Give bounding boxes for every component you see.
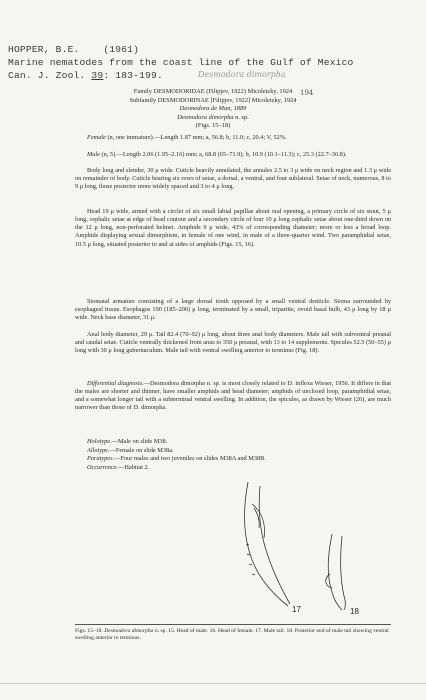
paragraph-female [75,134,391,142]
figure-18-tail-inner [341,536,346,610]
caption-lead: Figs. 15–18. [75,628,105,634]
citation-author: HOPPER, B.E. [8,44,80,55]
figure-caption [75,628,391,642]
text-paratypes: —Four males and two juveniles on slides M38A and M38B. [114,455,266,462]
text-female: (n, one immature).—Length 1.87 mm; a, 56.8; b, 11.0; c, 20.4; V, 52%. [105,134,287,141]
genus-heading: Desmodora de Man, 1889 [179,105,247,112]
figure-18-tail-outline [328,534,342,610]
page-number-mark: 194 [300,89,314,97]
text-allotype: —Female on slide M38a. [109,446,174,454]
caption-divider [75,624,391,625]
citation-year: (1961) [103,44,140,55]
figures-ref: (Figs. 15–18) [195,122,231,129]
figure-label-17: 17 [292,605,301,614]
text-diagnosis: —Desmodora dimorpha n. sp. is most closely related to D. inflexa Wieser, 1956. It differs in that the males are shorter and thinner, have smaller amphids and head diameter, amphids of unclosed loop, paramphidial setae, and a somewhat longer tail with a subterminal ventral swelling. In addition, the spicules, as drawn by Wieser (26), are much narrower than those of D. dimorpha. [75,380,391,412]
paragraph-holotype [75,438,391,446]
paragraph-body: Body long and slender, 30 μ wide. Cuticle heavily annulated, the annules 2.5 to 3 μ wide on neck region and 1.3 μ wide on remainder of body. Cuticle bearing six rows of setae, a dorsal, a ventral, and four sublateral. Setae of neck, numerous, 8 to 9 μ long, those posterior more widely spaced and 3 to 4 μ long. [75,167,391,191]
paragraph-anal: Anal body diameter, 29 μ. Tail 82.4 (70–92) μ long, about three anal body diameters. Male tail with subventral preanal and caudal setae. Cuticle ventrally thickened from anus to 350 μ preanal, with 13 to 14 supplements. Spicules 52.5 (50–55) μ long with 30 μ long gubernaculum. Male tail with ventral swelling anterior to terminus (Fig. 18). [75,331,391,355]
figure-label-18: 18 [350,607,359,614]
label-female: Female [87,134,106,141]
paragraph-stomatal: Stomatal armature consisting of a large dorsal tooth opposed by a small ventral denticle. Stoma surrounded by esophageal tissue. Esophagus 190 (185–200) μ long, terminated by a small, tripartite, ovoid basal bulb, 43 μ long by 18 μ wide. Neck base diameter, 31 μ. [75,298,391,322]
species-name: Desmodora dimorpha [177,113,234,121]
citation-journal: Can. J. Zool. [8,70,86,81]
page-bottom-edge [0,683,426,684]
caption-species: Desmodora dimorpha [104,628,154,634]
citation-title: Marine nematodes from the coast line of the Gulf of Mexico [8,57,354,68]
citation-journal-line [8,70,163,81]
paragraph-occurrence [75,464,391,472]
figure-17-tail-inner [259,486,290,604]
text-male: (n, 5).—Length 2.06 (1.95–2.16) mm; a, 68.8 (65–71.9); b, 10.9 (10.1–11.3); c, 25.3 (22.7–30.8). [99,150,347,158]
paragraph-head: Head 19 μ wide, armed with a circlet of six small labial papillae about oral opening, a primary circle of six stout, 5 μ long, cephalic setae at edge of head contour and a secondary circle of four 10 μ long cephalic setae about one-third down on the 12 μ long, non-perforated helmet. Amphids 9 μ wide, 43% of corresponding diameter; more or less a broad loop. Amphids displaying sexual dimorphism, in female of one wind, in male of a three-quarter wind. Two paramphidial setae, 10.5 μ long, situated posterior to and at sides of amphids (Figs. 15, 16). [75,208,391,248]
handwritten-note: Desmodora dimorpha [198,70,286,79]
label-male: Male [87,150,100,158]
citation-volume: 39 [91,70,104,81]
paragraph-male [75,151,391,159]
species-heading [0,114,426,122]
text-holotype: —Male on slide M38. [111,438,168,445]
label-allotype: Allotype. [87,446,110,454]
figure-17-spicule [252,504,265,538]
species-suffix: n. sp. [235,113,249,121]
citation-pages: : 183-199. [103,70,163,81]
paragraph-paratypes [75,455,391,463]
label-holotype: Holotype. [87,438,112,445]
figure-drawings [236,474,376,614]
citation-author-line [8,44,139,55]
family-heading: Family DESMODORIDAE (Filipjev, 1922) Micoletzky, 1924 [133,88,293,95]
label-diagnosis: Differential diagnosis. [87,380,144,387]
paragraph-diagnosis [75,380,391,413]
text-occurrence: —Habitat 2. [118,463,150,471]
paragraph-allotype [75,447,391,455]
caption-text: n. sp. 15. Head of male. 16. Head of female. 17. Male tail. 18. Posterior end of male tail showing ventral swelling anterior to terminus. [75,628,389,641]
figure-17-supplements [246,544,255,575]
subfamily-heading: Subfamily DESMODORINAE [Filipjev, 1922] Micoletzky, 1924 [129,96,297,104]
label-occurrence: Occurrence. [87,463,119,471]
label-paratypes: Paratypes. [87,455,115,462]
